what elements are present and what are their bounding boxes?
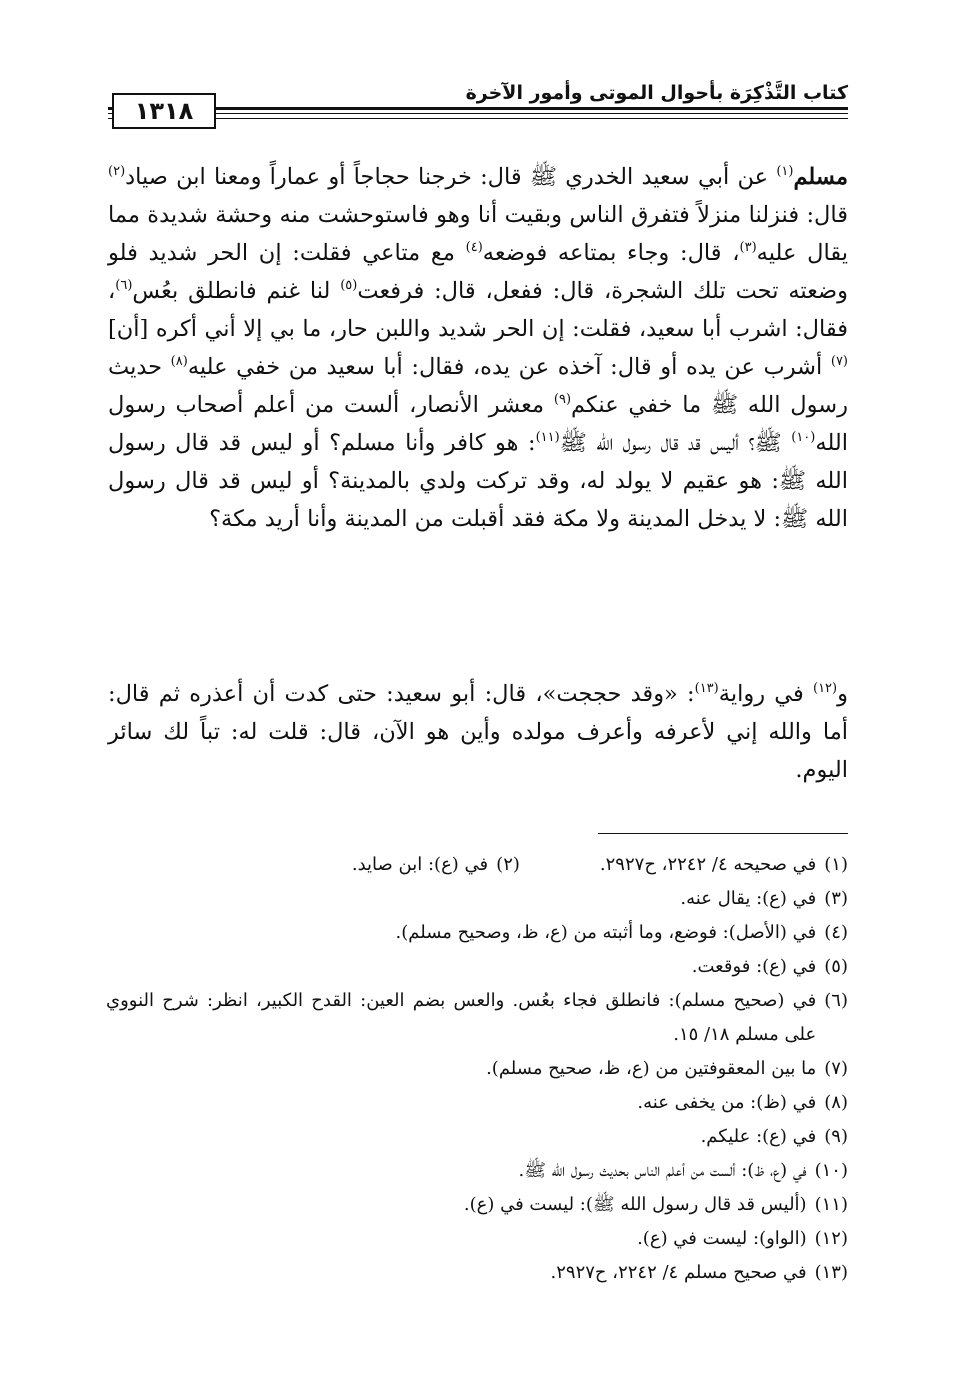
footnote-marker[interactable]: (٢) xyxy=(108,164,126,179)
footnote-marker[interactable]: (٦) xyxy=(115,278,133,293)
text-run: في رواية xyxy=(718,681,804,707)
header-rule xyxy=(108,107,848,110)
footnote xyxy=(106,950,848,984)
footnotes xyxy=(106,848,848,1290)
footnote-marker[interactable]: (٤) xyxy=(465,240,483,255)
footnote-number: (٩) xyxy=(824,1126,848,1147)
footnote-number: (١١) xyxy=(814,1194,848,1215)
footnote-marker[interactable]: (١٠) xyxy=(791,430,816,445)
footnote-marker[interactable]: (١) xyxy=(776,164,794,179)
footnote-text: في (الأصل): فوضع، وما أثبته من (ع، ظ، وصحيح مسلم). xyxy=(395,922,817,943)
footnote-text: في (صحيح مسلم): فانطلق فجاء بعُس. والعس بضم العين: القدح الكبير، انظر: شرح النووي على مسلم ١٨/ ١٥. xyxy=(106,990,817,1045)
footnote-text: (الواو): ليست في (ع). xyxy=(637,1228,807,1249)
footnote-text: (أليس قد قال رسول الله ﷺ): ليست في (ع). xyxy=(463,1194,807,1215)
footnote-separator xyxy=(598,833,848,834)
header-rule xyxy=(108,113,848,114)
text-run: : هو كافر وأنا مسلم؟ أو ليس قد قال رسول الله ﷺ: هو عقيم لا يولد له، وقد تركت ولدي بالمدينة؟ أو ليس قد قال رسول الله ﷺ: لا يدخل المدينة ولا مكة فقد أقبلت من المدينة وأنا أريد مكة؟ xyxy=(108,430,848,532)
footnote xyxy=(352,848,520,882)
footnote xyxy=(106,1188,848,1222)
footnote xyxy=(106,1256,848,1290)
footnote-marker[interactable]: (٥) xyxy=(340,278,358,293)
footnote-text: في (ع): عليكم. xyxy=(700,1126,817,1147)
text-run: حديث رسول الله ﷺ ما خفي عنكم xyxy=(108,354,848,418)
text-run: ، قال: وجاء بمتاعه فوضعه xyxy=(482,240,740,266)
footnote-marker[interactable]: (٧) xyxy=(830,354,848,369)
footnote-number: (١٣) xyxy=(814,1262,848,1283)
footnote xyxy=(106,1154,848,1188)
footnote-marker[interactable]: (١٢) xyxy=(813,681,838,696)
lead-word: مسلم xyxy=(793,164,849,190)
text-run: عن أبي سعيد الخدري ﷺ قال: خرجنا حجاجاً أو عماراً ومعنا ابن صياد xyxy=(125,164,769,190)
footnote xyxy=(106,1052,848,1086)
footnote-number: (٦) xyxy=(824,990,848,1011)
footnote-number: (١) xyxy=(824,854,848,875)
footnote xyxy=(106,1120,848,1154)
text-run: ، فقال: اشرب أبا سعيد، فقلت: إن الحر شديد واللبن حار، ما بي إلا أني أكره [أن] xyxy=(108,278,848,342)
page-number: ١٣١٨ xyxy=(112,93,216,129)
footnote-marker[interactable]: (١١) xyxy=(535,430,560,445)
text-run: مع متاعي فقلت: إن الحر شديد فلو وضعته تحت تلك الشجرة، قال: ففعل، قال: فرفعت xyxy=(108,240,848,304)
text-run: : «وقد حججت»، قال: أبو سعيد: حتى كدت أن أعذره ثم قال: أما والله إني لأعرفه وأعرف مولده وأين هو الآن، قال: قلت له: تباً لك سائر اليوم. xyxy=(108,681,848,783)
footnote-text: في (ع): ابن صايد. xyxy=(351,854,489,875)
footnote-number: (٨) xyxy=(824,1092,848,1113)
running-header-title: كتاب التَّذْكِرَة بأحوال الموتى وأمور الآخرة xyxy=(465,82,848,104)
footnote-text: في صحيح مسلم ٤/ ٢٢٤٢، ح٢٩٢٧. xyxy=(550,1262,807,1283)
footnote-marker[interactable]: (١٣) xyxy=(694,681,719,696)
footnote-text: في (ظ): من يخفى عنه. xyxy=(637,1092,817,1113)
main-paragraph-2 xyxy=(108,675,848,789)
footnote-row xyxy=(106,848,848,882)
text-run: و xyxy=(837,681,848,707)
footnote-number: (٢) xyxy=(496,854,520,875)
footnote-number: (٣) xyxy=(824,888,848,909)
text-run: ﷺ؟ أليس قد قال رسول الله ﷺ xyxy=(559,430,782,456)
text-run: قال: فنزلنا منزلاً فتفرق الناس وبقيت أنا وهو فاستوحشت منه وحشة شديدة مما يقال عليه xyxy=(108,202,848,266)
footnote xyxy=(600,848,848,882)
footnote xyxy=(106,1222,848,1256)
footnote-number: (١٢) xyxy=(814,1228,848,1249)
header-rule xyxy=(108,118,848,119)
footnote xyxy=(106,916,848,950)
footnote-marker[interactable]: (٩) xyxy=(553,392,572,407)
footnote-number: (٥) xyxy=(824,956,848,977)
text-run: أشرب عن يده أو قال: آخذه عن يده، فقال: أبا سعيد من خفي عليه xyxy=(187,354,823,380)
footnote xyxy=(106,984,848,1052)
footnote-text: في (ع): فوقعت. xyxy=(691,956,817,977)
footnote-number: (٤) xyxy=(824,922,848,943)
footnote xyxy=(106,1086,848,1120)
footnote-text: ما بين المعقوفتين من (ع، ظ، صحيح مسلم). xyxy=(486,1058,817,1079)
footnote xyxy=(106,882,848,916)
main-paragraph-1 xyxy=(108,158,848,538)
footnote-text: في (ع، ظ): ألست من أعلم الناس بحديث رسول الله ﷺ. xyxy=(518,1160,807,1181)
footnote-marker[interactable]: (٣) xyxy=(739,240,757,255)
footnote-marker[interactable]: (٨) xyxy=(170,354,188,369)
footnote-text: في (ع): يقال عنه. xyxy=(680,888,817,909)
footnote-text: في صحيحه ٤/ ٢٢٤٢، ح٢٩٢٧. xyxy=(599,854,817,875)
text-run: لنا غنم فانطلق بعُس xyxy=(132,278,331,304)
text-run: معشر الأنصار، ألست من أعلم أصحاب رسول الله xyxy=(108,392,848,456)
footnote-number: (١٠) xyxy=(814,1160,848,1181)
footnote-number: (٧) xyxy=(824,1058,848,1079)
